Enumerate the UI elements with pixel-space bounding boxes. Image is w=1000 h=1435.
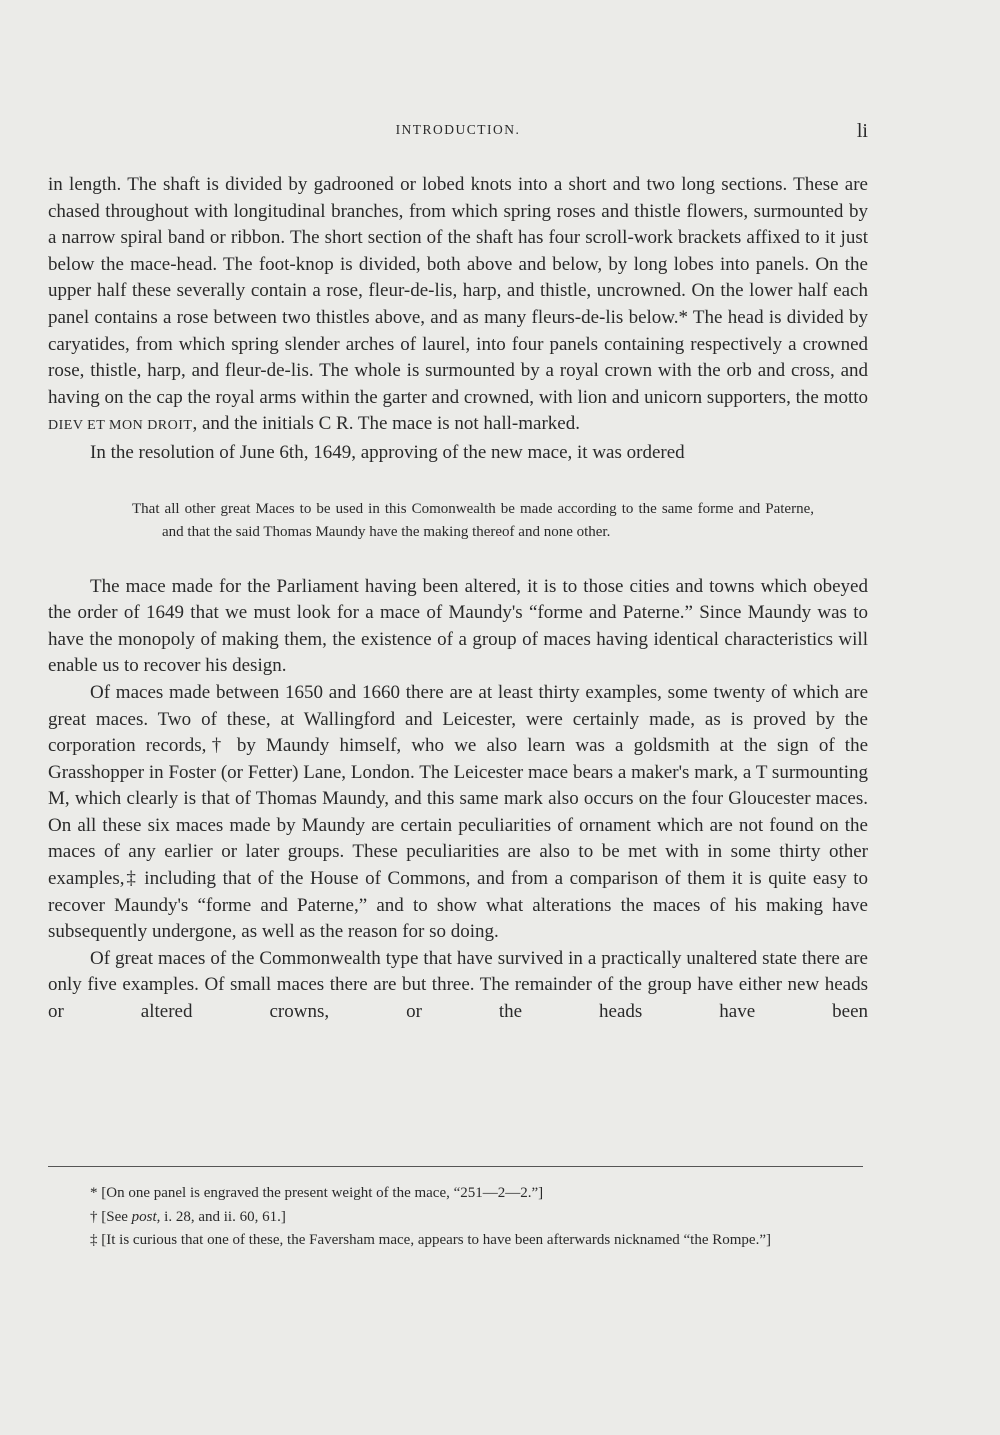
page-number: li: [856, 120, 868, 142]
motto-text: DIEV ET MON DROIT: [48, 418, 193, 434]
paragraph-maces-1650-1660: Of maces made between 1650 and 1660 there are at least thirty examples, some twenty of which are great maces. Two of these, at Wallingford and Leicester, were certainly made, as is proved by the corporation records,† by Maundy himself, who we also learn was a goldsmith at the sign of the Grasshopper in Foster (or Fetter) Lane, London. The Leicester mace bears a maker's mark, a T surmounting M, which clearly is that of Thomas Maundy, and this same mark also occurs on the four Gloucester maces. On all these six maces made by Maundy are certain peculiarities of ornament which are not found on the maces of any earlier or later groups. These peculiarities are also to be met with in some thirty other examples,‡ including that of the House of Commons, and from a comparison of them it is quite easy to recover Maundy's “forme and Paterne,” and to show what alterations the maces of his making have subsequently undergone, as well as the reason for so doing.: [48, 681, 868, 943]
footnote-2-text-end: , i. 28, and ii. 60, 61.]: [156, 1208, 286, 1225]
footnote-3-text: ‡ [It is curious that one of these, the Faversham mace, appears to have been afterwards nicknamed “the Rompe.”]: [90, 1232, 771, 1248]
footnote-2: [48, 1206, 864, 1230]
block-quote: [48, 498, 868, 545]
footnotes: [48, 1182, 864, 1253]
footnote-2-italic: post: [131, 1208, 157, 1225]
paragraph-resolution: In the resolution of June 6th, 1649, approving of the new mace, it was ordered: [90, 441, 685, 463]
paragraph-surviving-maces: Of great maces of the Commonwealth type that have survived in a practically unaltered state there are only five examples. Of small maces there are but three. The remainder of the group have either new heads or altered crowns, or the heads have been: [48, 947, 868, 1023]
paragraph-mace-description: [48, 172, 868, 440]
footnote-1: * [On one panel is engraved the present weight of the mace, “251—2—2.”]: [90, 1185, 544, 1201]
body-text: [48, 172, 868, 1026]
footnote-2-text: † [See: [90, 1208, 132, 1225]
footnote-3: [48, 1229, 864, 1253]
running-head: INTRODUCTION.: [395, 122, 521, 137]
paragraph-parliament-mace: The mace made for the Parliament having been altered, it is to those cities and towns which obeyed the order of 1649 that we must look for a mace of Maundy's “forme and Paterne.” Since Maundy was to have the monopoly of making them, the existence of a group of maces having identical characteristics will enable us to recover his design.: [48, 575, 868, 677]
paragraph-text: in length. The shaft is divided by gadrooned or lobed knots into a short and two long sections. These are chased throughout with longitudinal branches, from which spring roses and thistle flowers, surmounted by a narrow spiral band or ribbon. The short section of the shaft has four scroll-work brackets affixed to it just below the mace-head. The foot-knop is divided, both above and below, by long lobes into panels. On the upper half these severally contain a rose, fleur-de-lis, harp, and thistle, uncrowned. On the lower half each panel contains a rose between two thistles above, and as many fleurs-de-lis below.* The head is divided by caryatides, from which spring slender arches of laurel, into four panels containing respectively a crowned rose, thistle, harp, and fleur-de-lis. The whole is surmounted by a royal crown with the orb and cross, and having on the cap the royal arms within the garter and crowned, with lion and unicorn supporters, the motto: [48, 174, 868, 408]
quote-text: That all other great Maces to be used in this Comonwealth be made according to the same forme and Paterne, and that the said Thomas Maundy have the making thereof and none other.: [132, 500, 814, 541]
footnote-rule: [48, 1166, 863, 1167]
paragraph-text-end: , and the initials C R. The mace is not hall-marked.: [192, 413, 580, 435]
